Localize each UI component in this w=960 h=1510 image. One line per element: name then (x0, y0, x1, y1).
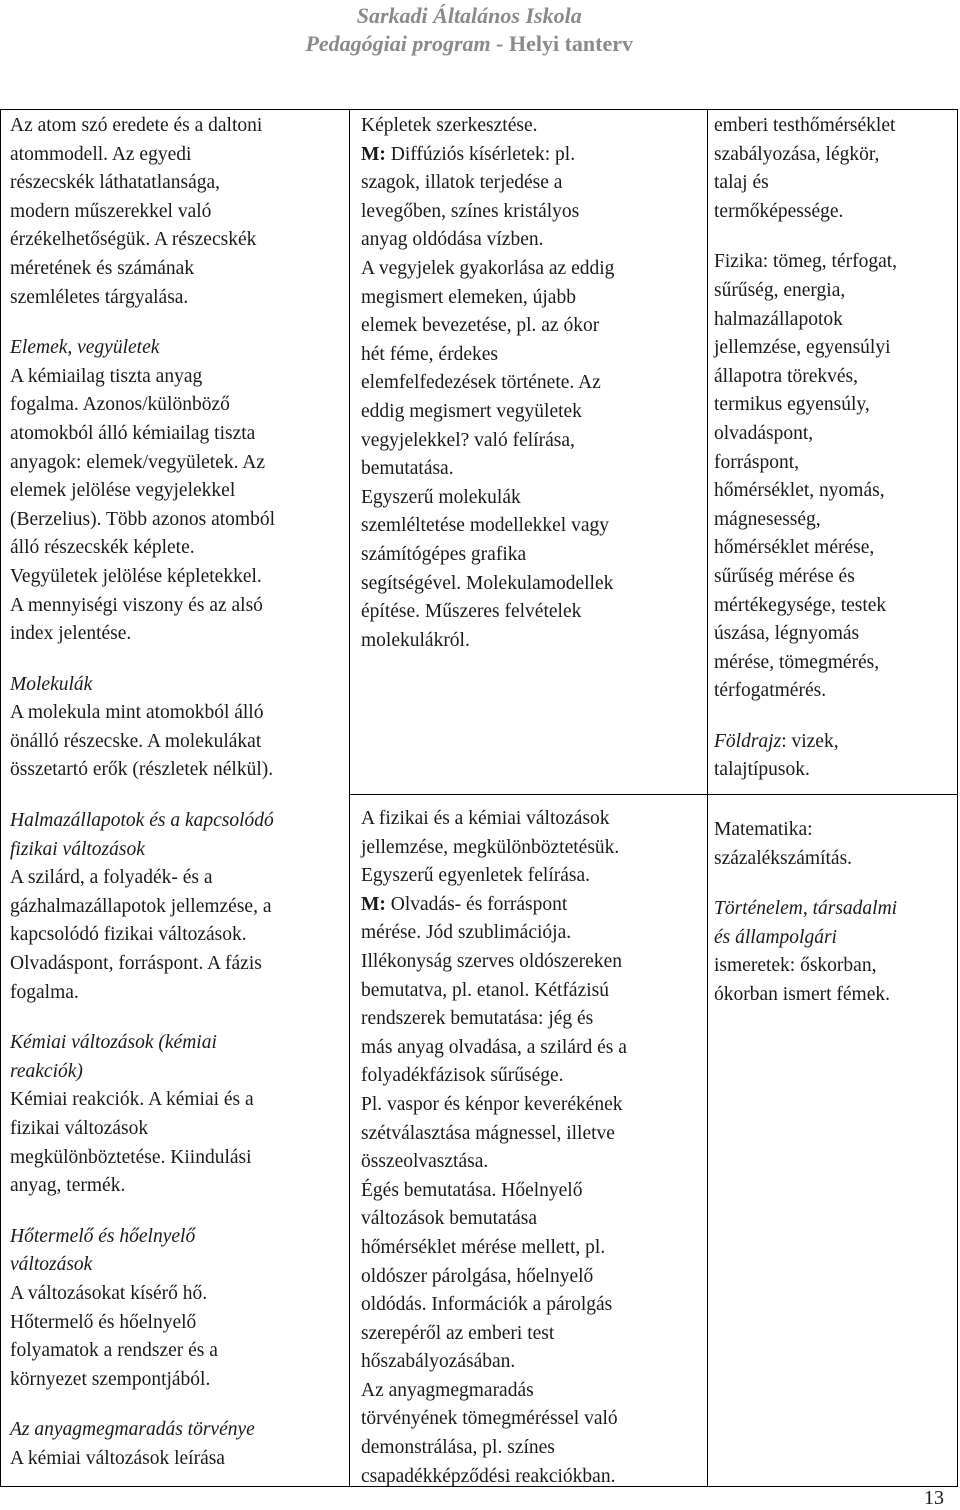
text-line: mágnesesség, (714, 508, 821, 530)
section-title-halmaz: fizikai változások (10, 838, 145, 860)
text-line: szagok, illatok terjedése a (361, 172, 563, 194)
section-title-anyagmegmaradas: Az anyagmegmaradás törvénye (10, 1419, 255, 1441)
text-line: építése. Műszeres felvételek (361, 601, 582, 623)
connections-column-bottom (714, 816, 897, 1010)
text-line: és állampolgári (714, 926, 837, 948)
text-line: elemek bevezetése, pl. az ókor (361, 315, 600, 337)
text-line: ókorban ismert fémek. (714, 983, 890, 1005)
text-line: Egyszerű molekulák (361, 486, 521, 508)
text-line: szemléltetése modellekkel vagy (361, 515, 609, 537)
text-line: rendszerek bemutatása: jég és (361, 1008, 594, 1030)
text-line: folyadékfázisok sűrűsége. (361, 1065, 564, 1087)
text-line: mérése. Jód szublimációja. (361, 922, 572, 944)
text-line: ismeretek: őskorban, (714, 955, 877, 977)
text-line: sűrűség mérése és (714, 565, 855, 587)
text-line: változások bemutatása (361, 1208, 537, 1230)
page-header (305, 2, 633, 58)
halmazallapot-section (10, 807, 275, 1007)
text-line: folyamatok a rendszer és a (10, 1340, 218, 1362)
foldrajz-label: Földrajz (714, 730, 782, 752)
m-label: M: (361, 143, 386, 165)
text-fragment: Diffúziós kísérletek: pl. (385, 143, 576, 165)
text-line: anyag oldódása vízben. (361, 229, 544, 251)
text-line: százalékszámítás. (714, 847, 853, 869)
school-name: Sarkadi Általános Iskola (356, 3, 582, 28)
row-divider (349, 794, 958, 795)
text-line: Vegyületek jelölése képletekkel. (10, 565, 262, 587)
activities-column-bottom (361, 805, 627, 1491)
text-line: A változásokat kísérő hő. (10, 1282, 208, 1304)
text-line: csapadékképződési reakciókban. (361, 1465, 616, 1487)
text-line: termőképessége. (714, 200, 844, 222)
text-line: fogalma. (10, 981, 79, 1003)
section-title-molekulak: Molekulák (10, 673, 93, 695)
text-line: megkülönböztetése. Kiindulási (10, 1146, 252, 1168)
text-line: bemutatva, pl. etanol. Kétfázisú (361, 979, 609, 1001)
text-line: kapcsolódó fizikai változások. (10, 924, 247, 946)
text-line: környezet szempontjából. (10, 1368, 211, 1390)
text-line: más anyag olvadása, a szilárd és a (361, 1036, 627, 1058)
text-line: index jelentése. (10, 623, 132, 645)
text-line: Olvadáspont, forráspont. A fázis (10, 953, 262, 975)
text-line: álló részecskék képlete. (10, 537, 195, 559)
m-label: M: (361, 893, 386, 915)
text-line: szerepéről az emberi test (361, 1322, 555, 1344)
text-line: A kémiai változások leírása (10, 1447, 225, 1469)
text-line: gázhalmazállapotok jellemzése, a (10, 895, 272, 917)
section-title-kemiai: reakciók) (10, 1060, 83, 1082)
text-line: anyag, termék. (10, 1175, 126, 1197)
text-fragment: Olvadás- és forráspont (385, 893, 568, 915)
program-title (305, 30, 633, 58)
text-line: talaj és (714, 172, 769, 194)
text-line: oldószer párolgása, hőelnyelő (361, 1265, 594, 1287)
text-line: A mennyiségi viszony és az alsó (10, 594, 263, 616)
text-line: Matematika: (714, 819, 813, 840)
section-title-hotermelo: Hőtermelő és hőelnyelő (10, 1225, 196, 1247)
text-line: bemutatása. (361, 458, 454, 480)
curriculum-table (0, 109, 958, 1487)
text-line: hőmérséklet mérése, (714, 537, 875, 559)
text-line: szétválasztása mágnessel, illetve (361, 1122, 615, 1144)
text-line: anyagok: elemek/vegyületek. Az (10, 451, 266, 473)
kemiai-valtozasok-section (10, 1029, 275, 1201)
text-line: jellemzése, megkülönböztetésük. (361, 836, 620, 858)
section-title-elemek: Elemek, vegyületek (10, 337, 160, 359)
text-line: önálló részecske. A molekulákat (10, 730, 262, 752)
section-title-kemiai: Kémiai változások (kémiai (10, 1032, 217, 1054)
text-line (714, 728, 897, 757)
text-line: (Berzelius). Több azonos atomból (10, 508, 275, 530)
text-line: összeolvasztása. (361, 1151, 489, 1173)
text-line: A fizikai és a kémiai változások (361, 808, 610, 829)
connections-column-top (714, 112, 897, 785)
text-line: atommodell. Az egyedi (10, 143, 192, 165)
text-line: talajtípusok. (714, 759, 810, 781)
text-line: A kémiailag tiszta anyag (10, 365, 203, 387)
text-line: A vegyjelek gyakorlása az eddig (361, 257, 615, 279)
program-title-bold: Helyi tanterv (508, 31, 633, 56)
text-line: számítógépes grafika (361, 543, 527, 565)
text-line: fizikai változások (10, 1118, 149, 1139)
text-line: A szilárd, a folyadék- és a (10, 867, 213, 889)
text-line: hőmérséklet mérése mellett, pl. (361, 1236, 606, 1258)
text-line: Fizika: tömeg, térfogat, (714, 251, 898, 273)
text-line: Az atom szó eredete és a daltoni (10, 115, 263, 136)
text-line: Illékonyság szerves oldószereken (361, 950, 622, 972)
text-line: forráspont, (714, 451, 800, 473)
elemek-section (10, 334, 275, 649)
text-line: úszása, légnyomás (714, 623, 860, 645)
text-line: termikus egyensúly, (714, 394, 870, 416)
text-line: Hőtermelő és hőelnyelő (10, 1311, 197, 1333)
text-line: Az anyagmegmaradás (361, 1379, 534, 1401)
text-line: szabályozása, légkör, (714, 143, 880, 165)
text-line: mérése, tömegmérés, (714, 651, 880, 673)
text-line: segítségével. Molekulamodellek (361, 572, 614, 594)
text-line: hőszabályozásában. (361, 1351, 516, 1373)
text-line: összetartó erők (részletek nélkül). (10, 759, 274, 781)
text-line: térfogatmérés. (714, 680, 827, 702)
atom-section (10, 112, 275, 312)
column-divider-1 (349, 110, 350, 1486)
text-line: modern műszerekkel való (10, 200, 212, 222)
section-title-halmaz: Halmazállapotok és a kapcsolódó (10, 810, 274, 832)
section-title-hotermelo: változások (10, 1254, 93, 1276)
text-line: Égés bemutatása. Hőelnyelő (361, 1179, 583, 1201)
text-line: jellemzése, egyensúlyi (714, 337, 891, 359)
text-line (361, 141, 614, 170)
text-fragment: : vizek, (781, 730, 839, 752)
activities-column-top (361, 112, 614, 655)
text-line (361, 891, 627, 920)
content-column (10, 112, 275, 1474)
text-line: részecskék láthatatlansága, (10, 172, 221, 194)
text-line: Kémiai reakciók. A kémiai és a (10, 1089, 254, 1111)
text-line: Egyszerű egyenletek felírása. (361, 865, 591, 887)
text-line: molekulákról. (361, 629, 470, 651)
text-line: eddig megismert vegyületek (361, 400, 582, 422)
molekulak-section (10, 671, 275, 785)
text-line: mértékegysége, testek (714, 594, 887, 616)
text-line: állapotra törekvés, (714, 365, 859, 387)
text-line: szemléletes tárgyalása. (10, 286, 189, 308)
text-line: sűrűség, energia, (714, 279, 846, 301)
text-line: halmazállapotok (714, 308, 843, 330)
text-line: olvadáspont, (714, 422, 814, 444)
text-line: oldódás. Információk a párolgás (361, 1294, 613, 1316)
text-line: megismert elemeken, újabb (361, 286, 576, 308)
text-line: Történelem, társadalmi (714, 898, 898, 920)
text-line: atomokból álló kémiailag tiszta (10, 422, 256, 444)
anyagmegmaradas-section (10, 1416, 275, 1473)
text-line: elemek jelölése vegyjelekkel (10, 480, 236, 502)
text-line: elemfelfedezések története. Az (361, 372, 601, 394)
column-divider-2 (707, 110, 708, 1486)
text-line: demonstrálása, pl. színes (361, 1437, 555, 1459)
text-line: törvényének tömegméréssel való (361, 1408, 618, 1430)
text-line: hőmérséklet, nyomás, (714, 480, 885, 502)
text-line: fogalma. Azonos/különböző (10, 394, 230, 416)
text-line: hét féme, érdekes (361, 343, 498, 365)
text-line: Pl. vaspor és kénpor keverékének (361, 1093, 623, 1115)
text-line: érzékelhetőségük. A részecskék (10, 229, 257, 251)
text-line: emberi testhőmérséklet (714, 115, 896, 136)
program-title-italic: Pedagógiai program - (305, 31, 509, 56)
text-line: méretének és számának (10, 257, 195, 279)
text-line: vegyjelekkel? való felírása, (361, 429, 575, 451)
page-number: 13 (924, 1487, 944, 1509)
hotermelo-section (10, 1223, 275, 1395)
text-line: A molekula mint atomokból álló (10, 702, 264, 724)
text-line: Képletek szerkesztése. (361, 115, 538, 136)
text-line: levegőben, színes kristályos (361, 200, 580, 222)
